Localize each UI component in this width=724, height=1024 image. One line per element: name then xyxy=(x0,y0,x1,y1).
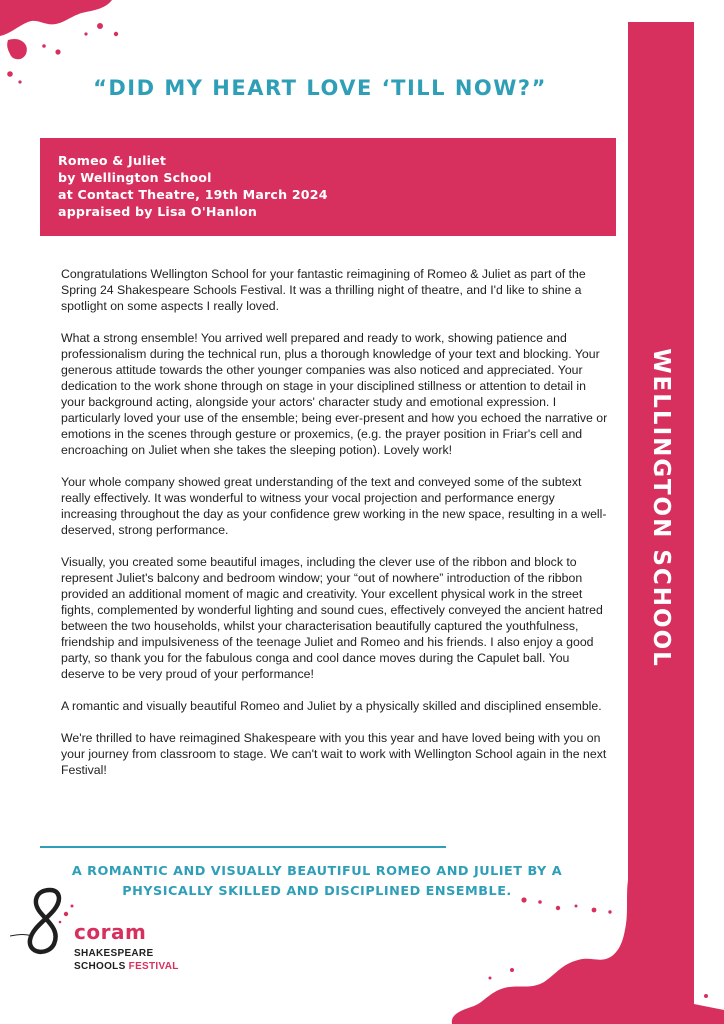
side-title-text: WELLINGTON SCHOOL xyxy=(648,348,674,668)
credits-venue-date: at Contact Theatre, 19th March 2024 xyxy=(58,187,328,202)
paragraph-text-understanding: Your whole company showed great understanding of the text and conveyed some of the subtext really effectively. It was wonderful to witness your vocal projection and performance energy increasing throughout the day as your confidence grew working in the new space, resulting in a well-deserved, strong performance. xyxy=(61,475,607,537)
paragraph-closing: We're thrilled to have reimagined Shakespeare with you this year and have loved being with you on your journey from classroom to stage. We can't wait to work with Wellington School again in the next Festival! xyxy=(61,731,607,777)
divider-line xyxy=(40,846,446,848)
logo-brand: coram xyxy=(74,920,147,944)
figure-eight-icon xyxy=(10,882,80,962)
paragraph-visuals: Visually, you created some beautiful images, including the clever use of the ribbon and block to represent Juliet's balcony and bedroom window; your “out of nowhere” introduction of the ribbon provided an additional moment of magic and creativity. Your excellent physical work in the street fights, complemented by wonderful lighting and sound cues, effectively conveyed the ancient hatred between the two households, whilst your characterisation beautifully captured the youthfulness, friendship and impulsiveness of the teenage Juliet and Romeo and his friends. I also enjoy a good party, so thank you for the fabulous conga and cool dance moves during the Capulet ball. You deserve to be very proud of your performance! xyxy=(61,555,603,681)
pull-quote: A ROMANTIC AND VISUALLY BEAUTIFUL ROMEO AND JULIET BY A PHYSICALLY SKILLED AND DISCIPLINED ENSEMBLE. xyxy=(71,864,563,899)
logo-line-2 xyxy=(74,961,179,972)
paragraph-intro: Congratulations Wellington School for your fantastic reimagining of Romeo & Juliet as part of the Spring 24 Shakespeare Schools Festival. It was a thrilling night of theatre, and I'd like to shine a spotlight on some aspects I really loved. xyxy=(61,267,586,313)
paint-splatter-bottom-right xyxy=(430,880,724,1024)
paragraph-summary: A romantic and visually beautiful Romeo and Juliet by a physically skilled and disciplined ensemble. xyxy=(61,699,602,713)
festival-logo xyxy=(10,882,210,982)
credits-appraiser: appraised by Lisa O'Hanlon xyxy=(58,204,258,219)
logo-word-festival: FESTIVAL xyxy=(128,961,179,972)
headline: “DID MY HEART LOVE ‘TILL NOW?” xyxy=(93,76,547,100)
appraisal-body xyxy=(61,266,609,794)
logo-line-1: SHAKESPEARE xyxy=(74,948,154,959)
production-credits xyxy=(40,138,616,236)
paragraph-ensemble: What a strong ensemble! You arrived well prepared and ready to work, showing patience and professionalism during the technical run, plus a thorough knowledge of your text and blocking. Your generous attitude towards the other younger companies was also noticed and appreciated. Your dedication to the work shone through on stage in your disciplined stillness or attention to detail in your background acting, alongside your actors' character study and emotional expression. I particularly loved your use of the ensemble; being ever-present and how you echoed the narrative or emotions in the scenes through gesture or proxemics, (e.g. the prayer position in Friar's cell and encroaching on Juliet when she takes the sleeping potion). Lovely work! xyxy=(61,331,608,457)
credits-title: Romeo & Juliet xyxy=(58,153,167,168)
logo-word-schools: SCHOOLS xyxy=(74,961,126,972)
credits-company: by Wellington School xyxy=(58,170,212,185)
